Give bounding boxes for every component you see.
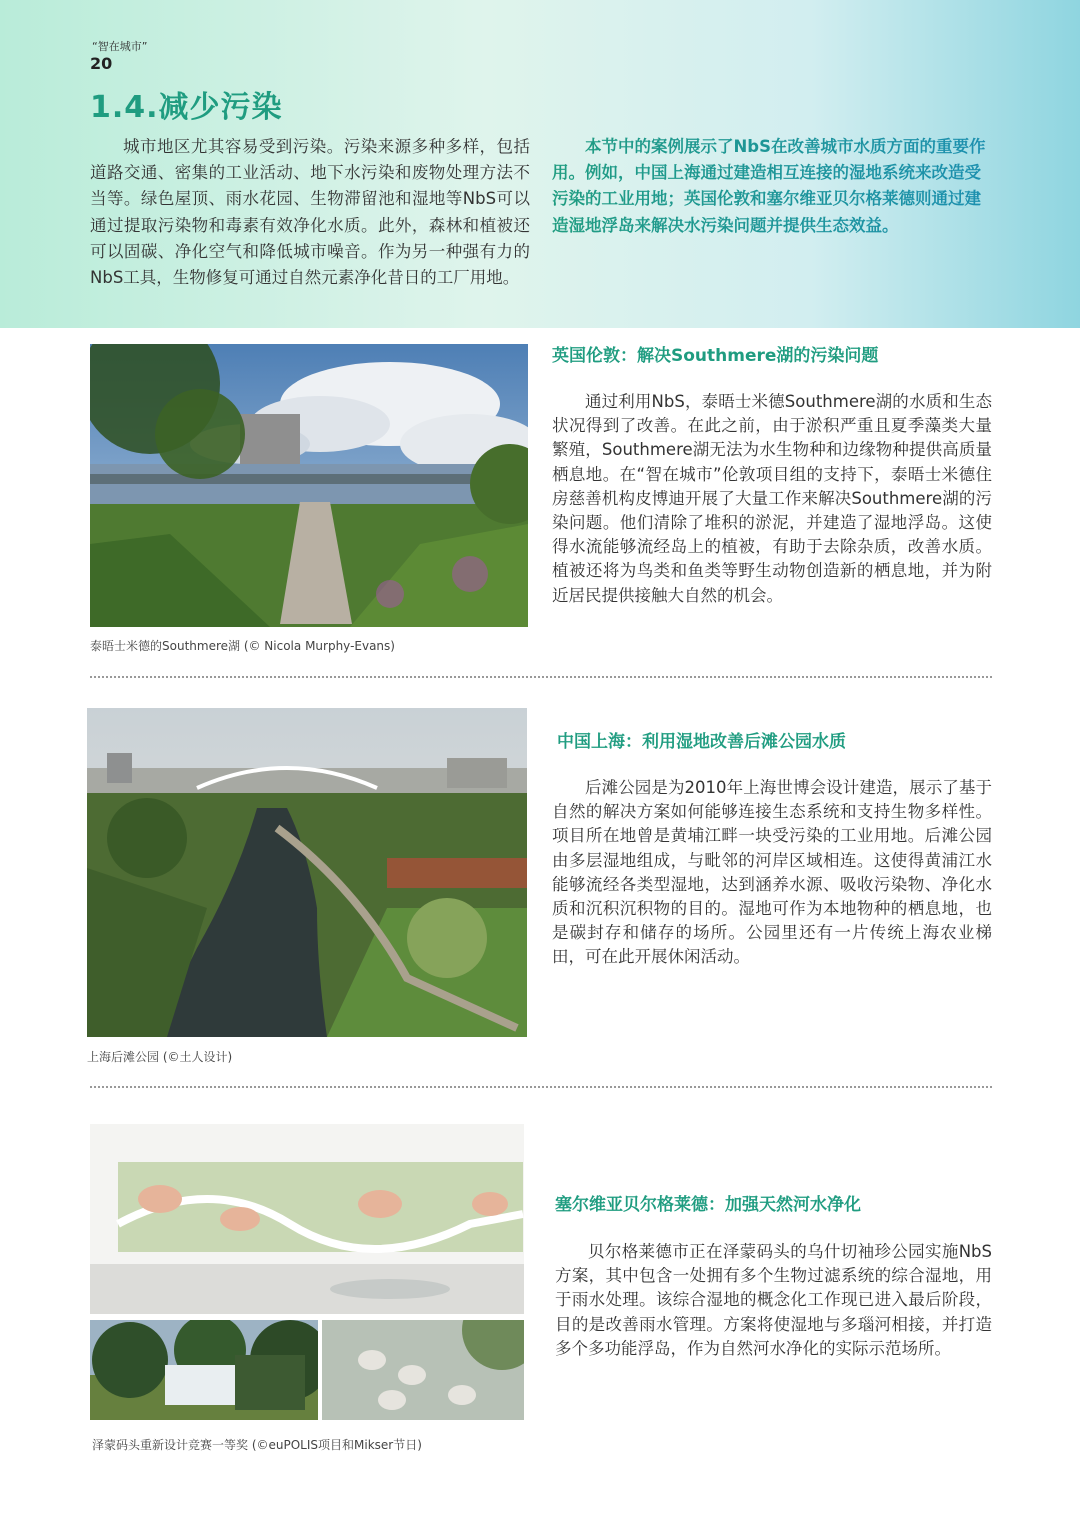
page-number: 20 bbox=[90, 54, 113, 73]
houtan-park-photo bbox=[87, 708, 527, 1037]
intro-highlight: 本节中的案例展示了NbS在改善城市水质方面的重要作用。例如，中国上海通过建造相互连接的湿地系统来改造受污染的工业用地；英国伦敦和塞尔维亚贝尔格莱德则通过建造湿地浮岛来解决水污染问题并提供生态效益。 bbox=[552, 134, 992, 239]
floating-islands-rendering-image bbox=[322, 1320, 524, 1420]
pavilion-rendering-image bbox=[90, 1320, 318, 1420]
photo-caption: 泰晤士米德的Southmere湖 (© Nicola Murphy-Evans) bbox=[90, 639, 395, 653]
zemun-quay-plan-image bbox=[90, 1124, 524, 1314]
case-title-london: 英国伦敦：解决Southmere湖的污染问题 bbox=[552, 346, 879, 366]
section-divider bbox=[90, 676, 992, 678]
case-text-shanghai: 后滩公园是为2010年上海世博会设计建造，展示了基于自然的解决方案如何能够连接生态系统和支持生物多样性。项目所在地曾是黄埔江畔一块受污染的工业用地。后滩公园由多层湿地组成，与毗邻的河岸区域相连。这使得黄浦江水能够流经各类型湿地，达到涵养水源、吸收污染物、净化水质和沉积沉积物的目的。湿地可作为本地物种的栖息地，也是碳封存和储存的场所。公园里还有一片传统上海农业梯田，可在此开展休闲活动。 bbox=[552, 778, 992, 967]
photo-caption: 上海后滩公园 (©土人设计) bbox=[87, 1050, 233, 1064]
case-title-shanghai: 中国上海：利用湿地改善后滩公园水质 bbox=[557, 732, 846, 752]
intro-paragraph: 城市地区尤其容易受到污染。污染来源多种多样，包括道路交通、密集的工业活动、地下水污染和废物处理方法不当等。绿色屋顶、雨水花园、生物滞留池和湿地等NbS可以通过提取污染物和毒素有效净化水质。此外，森林和植被还可以固碳、净化空气和降低城市噪音。作为另一种强有力的NbS工具，生物修复可通过自然元素净化昔日的工厂用地。 bbox=[90, 137, 530, 288]
photo-caption: 泽蒙码头重新设计竞赛一等奖 (©euPOLIS项目和Mikser节日) bbox=[92, 1438, 422, 1452]
section-title: 1.4.减少污染 bbox=[90, 90, 283, 125]
section-divider bbox=[90, 1086, 992, 1088]
southmere-lake-photo bbox=[90, 344, 528, 627]
case-title-belgrade: 塞尔维亚贝尔格莱德：加强天然河水净化 bbox=[555, 1195, 861, 1215]
case-text-belgrade: 贝尔格莱德市正在泽蒙码头的乌什切袖珍公园实施NbS方案，其中包含一处拥有多个生物过滤系统的综合湿地，用于雨水处理。该综合湿地的概念化工作现已进入最后阶段，目的是改善雨水管理。方案将使湿地与多瑙河相接，并打造多个多功能浮岛，作为自然河水净化的实际示范场所。 bbox=[555, 1242, 992, 1358]
running-head: “智在城市” bbox=[92, 40, 148, 53]
case-text-london: 通过利用NbS，泰晤士米德Southmere湖的水质和生态状况得到了改善。在此之前，由于淤积严重且夏季藻类大量繁殖，Southmere湖无法为水生物种和边缘物种提供高质量栖息地。在“智在城市”伦敦项目组的支持下，泰晤士米德住房慈善机构皮博迪开展了大量工作来解决Southmere湖的污染问题。他们清除了堆积的淤泥，并建造了湿地浮岛。这使得水流能够流经岛上的植被，有助于去除杂质，改善水质。植被还将为鸟类和鱼类等野生动物创造新的栖息地，并为附近居民提供接触大自然的机会。 bbox=[552, 392, 992, 605]
